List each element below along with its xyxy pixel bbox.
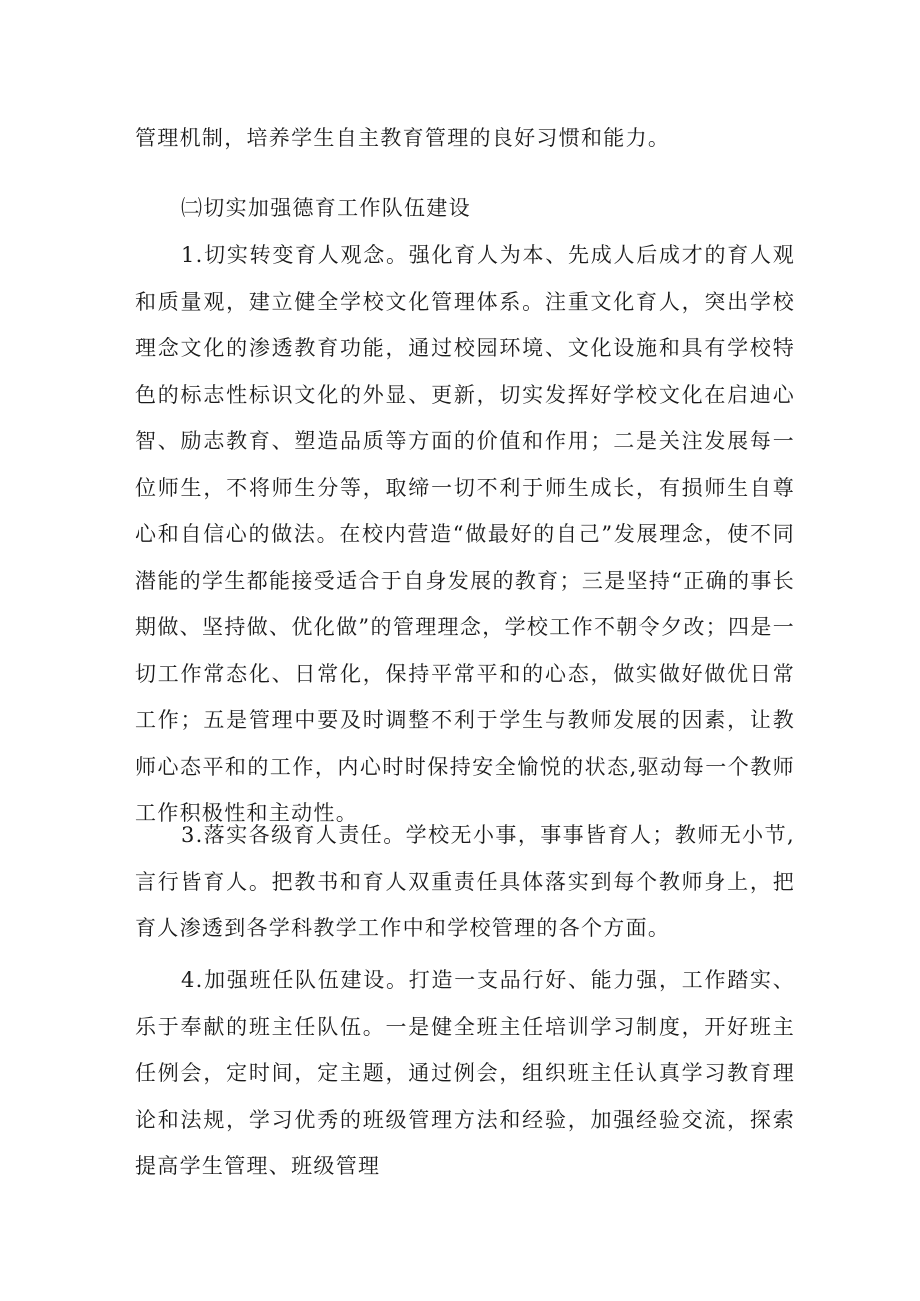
section-heading: ㈡切实加强德育工作队伍建设	[181, 196, 471, 220]
paragraph-item-3: 3.落实各级育人责任。学校无小事，事事皆育人；教师无小节,言行皆育人。把教书和育人双重责任具体落实到每个教师身上，把育人渗透到各学科教学工作中和学校管理的各个方面。	[135, 823, 795, 940]
paragraph-item-4: 4.加强班任队伍建设。打造一支品行好、能力强，工作踏实、乐于奉献的班主任队伍。一是健全班主任培训学习制度，开好班主任例会，定时间，定主题，通过例会，组织班主任认真学习教育理论和法规，学习优秀的班级管理方法和经验，加强经验交流，探索提高学生管理、班级管理	[135, 968, 795, 1178]
paragraph-continuation: 管理机制，培养学生自主教育管理的良好习惯和能力。	[135, 126, 671, 150]
paragraph-item-1: 1.切实转变育人观念。强化育人为本、先成人后成才的育人观和质量观，建立健全学校文化管理体系。注重文化育人，突出学校理念文化的渗透教育功能，通过校园环境、文化设施和具有学校特色的标志性标识文化的外显、更新，切实发挥好学校文化在启迪心智、励志教育、塑造品质等方面的价值和作用；二是关注发展每一位师生，不将师生分等，取缔一切不利于师生成长，有损师生自尊心和自信心的做法。在校内营造“做最好的自己”发展理念，使不同潜能的学生都能接受适合于自身发展的教育；三是坚持“正确的事长期做、坚持做、优化做”的管理理念，学校工作不朝令夕改；四是一切工作常态化、日常化，保持平常平和的心态，做实做好做优日常工作；五是管理中要及时调整不利于学生与教师发展的因素，让教师心态平和的工作，内心时时保持安全愉悦的状态,驱动每一个教师工作积极性和主动性。	[135, 243, 795, 825]
